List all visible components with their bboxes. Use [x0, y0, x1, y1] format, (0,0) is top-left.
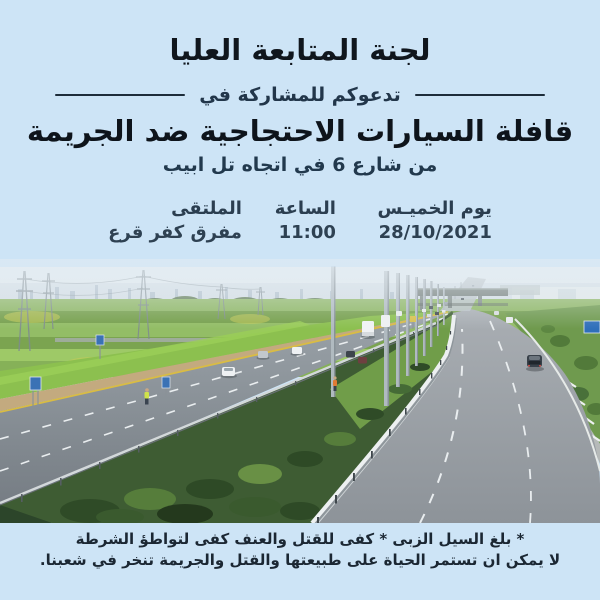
info-day-value: 28/10/2021 — [378, 221, 492, 243]
invite-row — [0, 84, 600, 106]
footer-line1: * بلغ السيل الزبى * كفى للقتل والعنف كفى لتواطؤ الشرطة — [75, 530, 525, 549]
footer-slogans — [0, 529, 600, 570]
subheadline: من شارع 6 في اتجاه تل ابيب — [162, 153, 438, 176]
info-meeting-value: مفرق كفر قرع — [108, 221, 242, 243]
footer-line2: لا يمكن ان تستمر الحياة على طبيعتها والقتل والجريمة تنخر في شعبنا. — [39, 550, 561, 569]
highway-photo — [0, 259, 600, 523]
info-time — [272, 197, 336, 246]
headline: قافلة السيارات الاحتجاجية ضد الجريمة — [26, 114, 574, 149]
haze-overlay — [0, 259, 600, 329]
highway-photo-svg — [0, 259, 600, 523]
divider-rule-right — [415, 94, 545, 96]
invite-line: تدعوكم للمشاركة في — [199, 84, 401, 107]
info-time-label: الساعة — [274, 197, 336, 219]
divider-rule-left — [55, 94, 185, 96]
event-info-row — [0, 197, 600, 246]
org-title: لجنة المتابعة العليا — [169, 33, 431, 67]
info-time-value: 11:00 — [278, 221, 336, 243]
info-meeting — [108, 197, 242, 246]
info-day — [366, 197, 492, 246]
info-day-label: يوم الخميـس — [377, 197, 492, 219]
info-meeting-label: الملتقى — [171, 197, 242, 219]
